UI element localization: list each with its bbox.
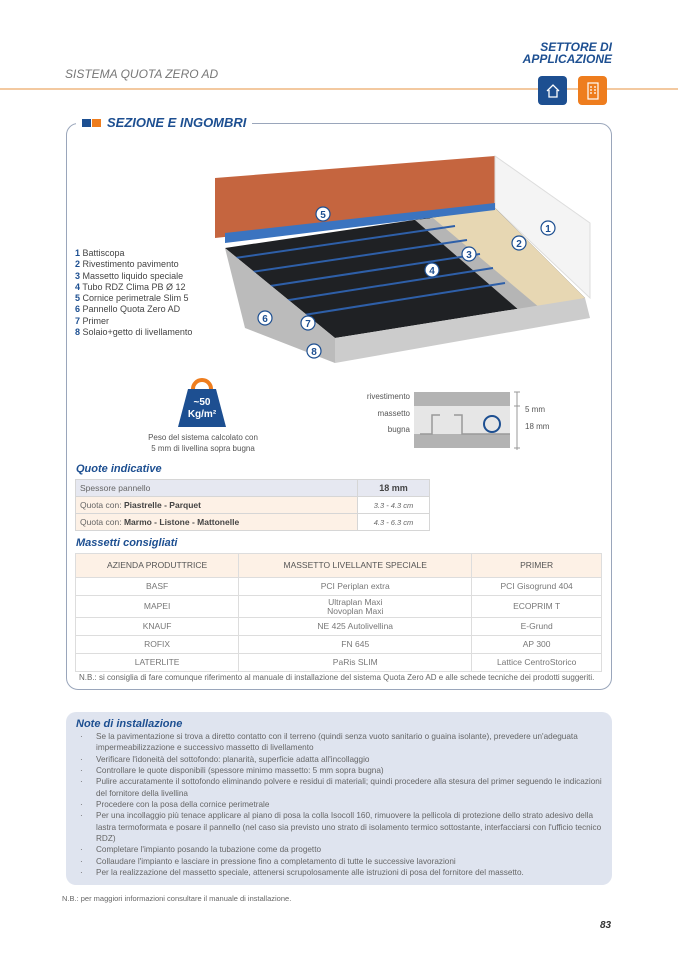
legend-item: 8 Solaio+getto di livellamento bbox=[75, 327, 193, 338]
table-row: BASF PCI Periplan extra PCI Gisogrund 404 bbox=[76, 578, 602, 596]
list-item: · Completare l'impianto posando la tubazione come da progetto bbox=[76, 844, 602, 855]
weight-icon bbox=[176, 377, 228, 429]
table-row: Quota con: Marmo - Listone - Mattonelle 4.3 - 6.3 cm bbox=[76, 514, 430, 531]
svg-text:1: 1 bbox=[545, 224, 551, 235]
sector-line1: SETTORE DI bbox=[540, 40, 612, 54]
table-row: ROFIX FN 645 AP 300 bbox=[76, 636, 602, 654]
layer-diagram bbox=[350, 390, 560, 450]
system-title: SISTEMA QUOTA ZERO AD bbox=[65, 67, 219, 81]
notes-title: Note di installazione bbox=[76, 718, 183, 730]
weight-value: ~50 bbox=[193, 397, 211, 408]
quote-table bbox=[75, 479, 430, 531]
svg-text:2: 2 bbox=[516, 239, 522, 250]
weight-unit: Kg/m² bbox=[187, 409, 217, 420]
legend-item: 4 Tubo RDZ Clima PB Ø 12 bbox=[75, 281, 186, 292]
massetti-table: AZIENDA PRODUTTRICE MASSETTO LIVELLANTE SPECIALE PRIMER BASF PCI Periplan extra PCI Gisogrund 404 MAPEI Ultraplan Maxi Novoplan Maxi ECOPRIM T KNAUF NE 425 Autolivellina E-Grund ROFIX FN 645 AP 300 LATERLITE PaRis SLIM Lattice CentroStorico bbox=[75, 553, 602, 672]
table-row: Quota con: Piastrelle - Parquet 3.3 - 4.3 cm bbox=[76, 497, 430, 514]
list-item: · Verificare l'idoneità del sottofondo: planarità, superficie adatta all'incollaggio bbox=[76, 754, 602, 765]
legend-item: 5 Cornice perimetrale Slim 5 bbox=[75, 293, 189, 304]
list-item: · Se la pavimentazione si trova a diretto contatto con il terreno (quindi senza vuoto sanitario o guaina isolante), prevedere un'adeguata impermeabilizzazione e successivo massetto di livellamento bbox=[76, 731, 602, 754]
list-item: · Per la realizzazione del massetto speciale, attenersi scrupolosamente alle istruzioni di posa del fornitore del massetto. bbox=[76, 867, 602, 878]
svg-text:6: 6 bbox=[262, 314, 268, 325]
page-number: 83 bbox=[600, 920, 612, 931]
legend-list bbox=[75, 248, 192, 338]
installation-notes bbox=[66, 712, 612, 885]
svg-text:8: 8 bbox=[311, 347, 317, 358]
svg-text:7: 7 bbox=[305, 319, 311, 330]
legend-item: 6 Pannello Quota Zero AD bbox=[75, 304, 181, 315]
list-item: · Collaudare l'impianto e lasciare in pressione fino a completamento di tutte le successive lavorazioni bbox=[76, 856, 602, 867]
table-row: KNAUF NE 425 Autolivellina E-Grund bbox=[76, 618, 602, 636]
svg-text:5: 5 bbox=[320, 210, 326, 221]
section-title-text: SEZIONE E INGOMBRI bbox=[107, 115, 247, 130]
dim-18mm: 18 mm bbox=[525, 422, 550, 431]
massetti-title: Massetti consigliati bbox=[76, 537, 178, 549]
table-row: LATERLITE PaRis SLIM Lattice CentroStorico bbox=[76, 654, 602, 672]
label-rivestimento: rivestimento bbox=[366, 392, 410, 401]
legend-item: 1 Battiscopa bbox=[75, 248, 125, 258]
table-row: Spessore pannello 18 mm bbox=[76, 480, 430, 497]
quote-title: Quote indicative bbox=[76, 463, 162, 475]
legend-item: 2 Rivestimento pavimento bbox=[75, 259, 179, 270]
section-note: N.B.: si consiglia di fare comunque riferimento al manuale di installazione del sistema Quota Zero AD e alle schede tecniche dei prodotti suggeriti. bbox=[79, 673, 595, 682]
weight-caption: Peso del sistema calcolato con 5 mm di livellina sopra bugna bbox=[148, 433, 258, 453]
label-massetto: massetto bbox=[377, 409, 410, 418]
table-row: MAPEI Ultraplan Maxi Novoplan Maxi ECOPRIM T bbox=[76, 596, 602, 618]
legend-item: 7 Primer bbox=[75, 315, 110, 326]
list-item: · Procedere con la posa della cornice perimetrale bbox=[76, 799, 602, 810]
list-item: · Pulire accuratamente il sottofondo eliminando polvere e residui di materiali; quindi procedere alla stesura del primer seguendo le indicazioni del fornitore della livellina bbox=[76, 776, 602, 799]
label-bugna: bugna bbox=[387, 425, 410, 434]
sector-line2: APPLICAZIONE bbox=[522, 52, 612, 66]
list-item: · Per una incollaggio più tenace applicare al piano di posa la colla Isocoll 160, rimuovere la pellicola di protezione dello strato adesivo della lastra termoformata e posare il pannello (nel caso sia previsto uno strato di isolamento termico sottostante, interfacciarsi con l'ufficio tecnico RDZ) bbox=[76, 810, 602, 844]
svg-text:4: 4 bbox=[429, 266, 435, 277]
dim-5mm: 5 mm bbox=[525, 405, 545, 414]
legend-item: 3 Massetto liquido speciale bbox=[75, 270, 184, 281]
list-item: · Controllare le quote disponibili (spessore minimo massetto: 5 mm sopra bugna) bbox=[76, 765, 602, 776]
footer-note: N.B.: per maggiori informazioni consultare il manuale di installazione. bbox=[62, 894, 292, 903]
svg-text:3: 3 bbox=[466, 250, 472, 261]
